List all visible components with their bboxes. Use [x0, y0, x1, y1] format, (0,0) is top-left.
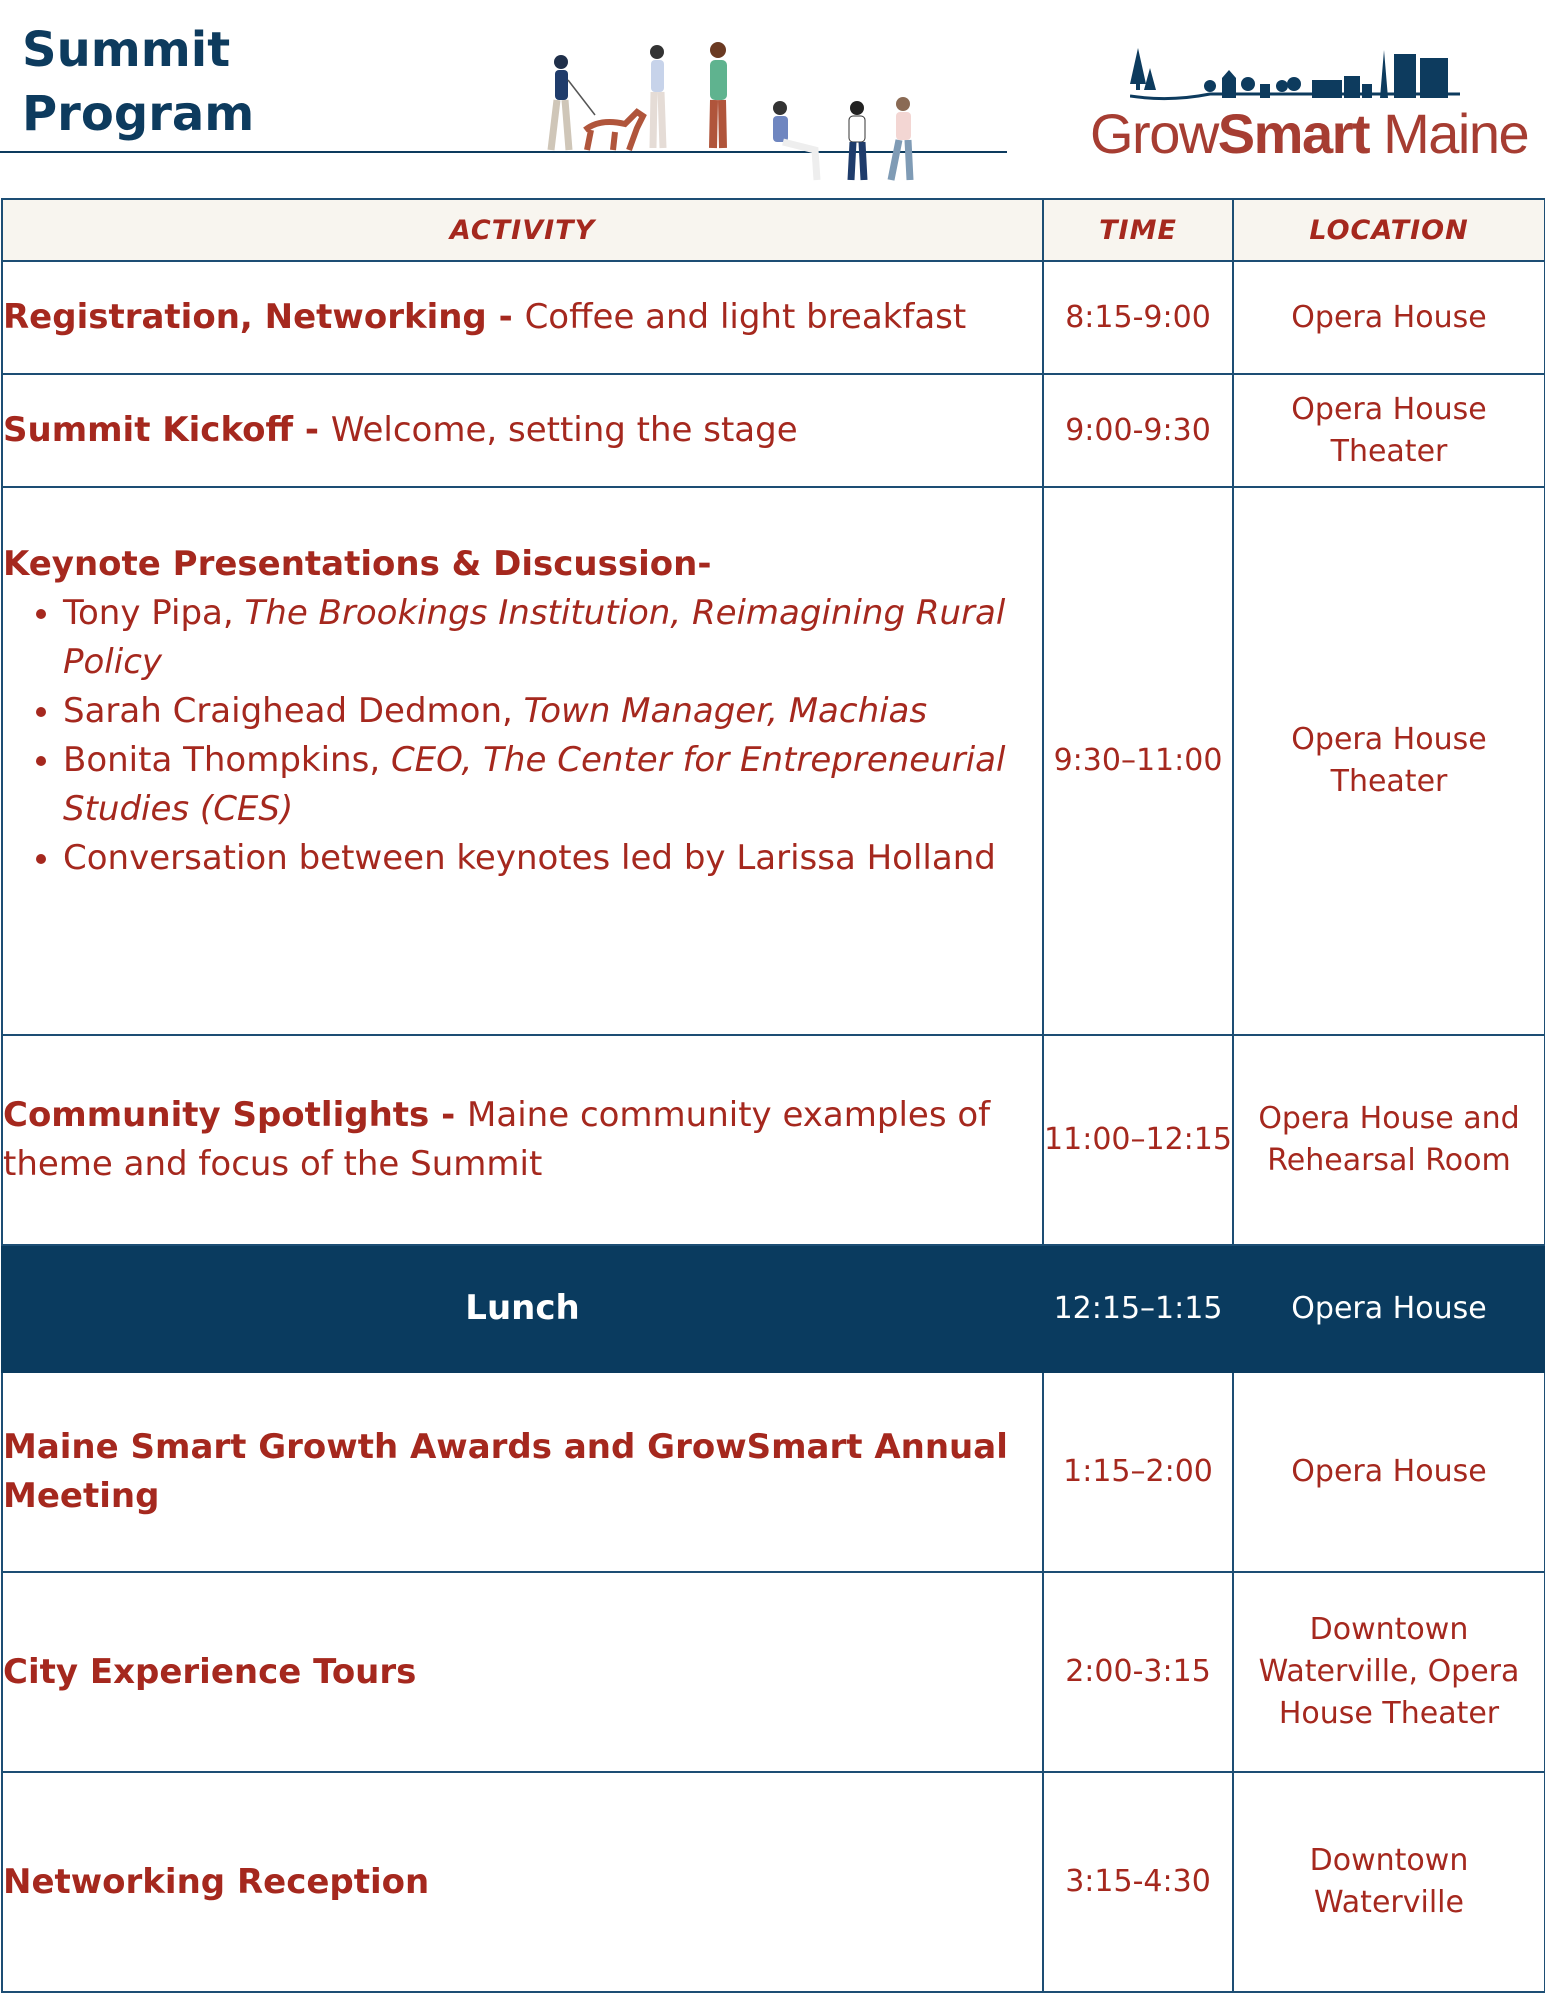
time-cell: 2:00-3:15	[1043, 1572, 1233, 1772]
activity-cell	[2, 261, 1043, 374]
growsmart-logo	[1090, 46, 1529, 165]
table-row	[2, 374, 1545, 487]
activity-cell	[2, 1772, 1043, 1992]
activity-cell	[2, 374, 1043, 487]
activity-title: Registration, Networking -	[3, 297, 525, 337]
time-cell: 8:15-9:00	[1043, 261, 1233, 374]
location-header: LOCATION	[1233, 199, 1545, 261]
logo-wordmark: GrowSmart Maine	[1090, 102, 1529, 165]
program-table	[1, 198, 1545, 1993]
seated-person-1-figure	[773, 101, 817, 180]
table-row	[2, 1372, 1545, 1572]
page-title	[22, 18, 342, 146]
activity-cell	[2, 1572, 1043, 1772]
activity-title: Community Spotlights -	[3, 1095, 468, 1135]
title-line-2: Program	[22, 86, 255, 142]
location-cell: Downtown Waterville	[1233, 1772, 1545, 1992]
list-item: • Bonita Thompkins, CEO, The Center for Entrepreneurial Studies (CES)	[63, 736, 1042, 834]
activity-title: City Experience Tours	[3, 1651, 417, 1692]
activity-title: Networking Reception	[3, 1861, 430, 1902]
location-cell: Opera House and Rehearsal Room	[1233, 1035, 1545, 1245]
activity-description: Welcome, setting the stage	[330, 410, 798, 450]
dog-figure	[585, 112, 643, 150]
time-cell: 9:30–11:00	[1043, 487, 1233, 1035]
activity-description: Coffee and light breakfast	[524, 297, 967, 337]
title-line-1: Summit	[22, 22, 231, 78]
keynote-list	[3, 589, 1042, 883]
time-cell: 3:15-4:30	[1043, 1772, 1233, 1992]
table-row	[2, 1035, 1545, 1245]
location-cell: Opera House	[1233, 1245, 1545, 1372]
list-item: • Sarah Craighead Dedmon, Town Manager, Machias	[63, 687, 1042, 736]
green-shirt-figure	[710, 42, 727, 148]
people-illustration	[525, 40, 935, 195]
location-cell: Opera House Theater	[1233, 487, 1545, 1035]
location-cell: Opera House	[1233, 1372, 1545, 1572]
activity-cell	[2, 1372, 1043, 1572]
location-cell: Opera House Theater	[1233, 374, 1545, 487]
activity-title: Keynote Presentations & Discussion-	[3, 544, 712, 584]
seated-person-3-figure	[891, 97, 911, 180]
walker-figure	[551, 55, 569, 150]
activity-description: Maine community examples of theme and focus of the Summit	[3, 1095, 991, 1184]
time-cell: 9:00-9:30	[1043, 374, 1233, 487]
table-row	[2, 261, 1545, 374]
table-row	[2, 487, 1545, 1035]
time-cell: 1:15–2:00	[1043, 1372, 1233, 1572]
skyline-icon	[1130, 46, 1460, 104]
activity-header: ACTIVITY	[2, 199, 1043, 261]
activity-cell	[2, 487, 1043, 1035]
activity-title: Maine Smart Growth Awards and GrowSmart Annual Meeting	[3, 1427, 1008, 1516]
time-header: TIME	[1043, 199, 1233, 261]
table-header-row	[2, 199, 1545, 261]
location-cell: Opera House	[1233, 261, 1545, 374]
location-cell: Downtown Waterville, Opera House Theater	[1233, 1572, 1545, 1772]
seated-person-2-figure	[849, 101, 865, 180]
list-item: • Tony Pipa, The Brookings Institution, Reimagining Rural Policy	[63, 589, 1042, 687]
time-cell: 12:15–1:15	[1043, 1245, 1233, 1372]
time-cell: 11:00–12:15	[1043, 1035, 1233, 1245]
activity-cell	[2, 1035, 1043, 1245]
activity-cell: Lunch	[2, 1245, 1043, 1372]
list-item: • Conversation between keynotes led by Larissa Holland	[63, 834, 1042, 883]
table-row	[2, 1772, 1545, 1992]
activity-title: Summit Kickoff -	[3, 410, 331, 450]
table-row	[2, 1572, 1545, 1772]
lunch-row	[2, 1245, 1545, 1372]
standing-person-figure	[650, 45, 664, 148]
